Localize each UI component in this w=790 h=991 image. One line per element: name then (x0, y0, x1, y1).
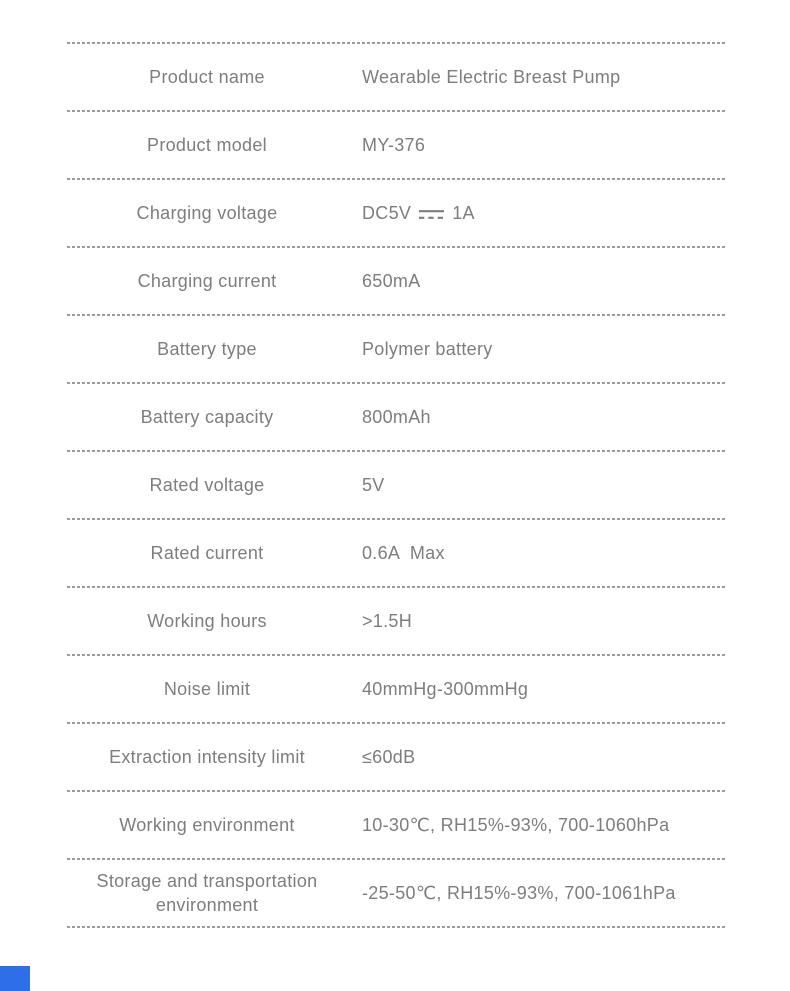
spec-label-cell (67, 473, 347, 497)
spec-row (67, 520, 727, 586)
spec-value: 0.6A Max (362, 542, 445, 563)
spec-value-cell (362, 475, 727, 496)
spec-label-cell (67, 677, 347, 701)
spec-label: Product model (147, 134, 267, 155)
spec-row (67, 44, 727, 110)
spec-label: Rated current (150, 542, 264, 563)
spec-label-cell (67, 65, 347, 89)
spec-label-cell (67, 337, 347, 361)
spec-label-cell (67, 541, 347, 565)
spec-row (67, 656, 727, 722)
spec-value-cell (362, 815, 727, 836)
spec-row (67, 724, 727, 790)
spec-value-cell (362, 135, 727, 156)
spec-row (67, 452, 727, 518)
spec-value-cell (362, 339, 727, 360)
spec-value: DC5V (362, 202, 412, 223)
spec-value: -25-50℃, RH15%-93%, 700-1061hPa (362, 882, 676, 903)
spec-value: 10-30℃, RH15%-93%, 700-1060hPa (362, 814, 670, 835)
spec-value: 800mAh (362, 406, 431, 427)
corner-accent (0, 966, 30, 991)
spec-label: Working environment (119, 814, 295, 835)
spec-label-cell (67, 869, 347, 918)
spec-value: 5V (362, 474, 385, 495)
spec-value: 650mA (362, 270, 421, 291)
spec-table (67, 42, 727, 928)
spec-label: Charging voltage (136, 202, 278, 223)
spec-label: Working hours (147, 610, 267, 631)
spec-label: Battery type (157, 338, 257, 359)
spec-label-cell (67, 745, 347, 769)
spec-value-cell (362, 271, 727, 292)
spec-value-cell (362, 67, 727, 88)
spec-value: 1A (452, 202, 475, 223)
dc-symbol-icon (418, 208, 445, 221)
spec-label-cell (67, 813, 347, 837)
spec-label: Product name (149, 66, 265, 87)
spec-label-cell (67, 609, 347, 633)
spec-row (67, 180, 727, 246)
spec-value: >1.5H (362, 610, 413, 631)
row-divider (67, 926, 727, 928)
spec-value: 40mmHg-300mmHg (362, 678, 529, 699)
spec-value: Polymer battery (362, 338, 493, 359)
spec-label: Battery capacity (140, 406, 274, 427)
spec-row (67, 248, 727, 314)
spec-label-cell (67, 269, 347, 293)
spec-label: Storage and transportation environment (96, 870, 318, 915)
spec-value-cell (362, 747, 727, 768)
spec-label-cell (67, 133, 347, 157)
spec-value-cell (362, 203, 727, 224)
spec-value-cell (362, 883, 727, 904)
spec-value: Wearable Electric Breast Pump (362, 66, 621, 87)
spec-value-cell (362, 407, 727, 428)
spec-row (67, 316, 727, 382)
spec-label: Rated voltage (149, 474, 265, 495)
spec-label: Noise limit (163, 678, 251, 699)
spec-row (67, 112, 727, 178)
spec-label: Extraction intensity limit (109, 746, 305, 767)
spec-row (67, 860, 727, 926)
spec-value-cell (362, 611, 727, 632)
spec-value: ≤60dB (362, 746, 416, 767)
spec-label: Charging current (137, 270, 277, 291)
spec-value: MY-376 (362, 134, 426, 155)
spec-label-cell (67, 201, 347, 225)
spec-label-cell (67, 405, 347, 429)
spec-row (67, 792, 727, 858)
spec-row (67, 384, 727, 450)
spec-value-cell (362, 679, 727, 700)
spec-row (67, 588, 727, 654)
spec-value-cell (362, 543, 727, 564)
